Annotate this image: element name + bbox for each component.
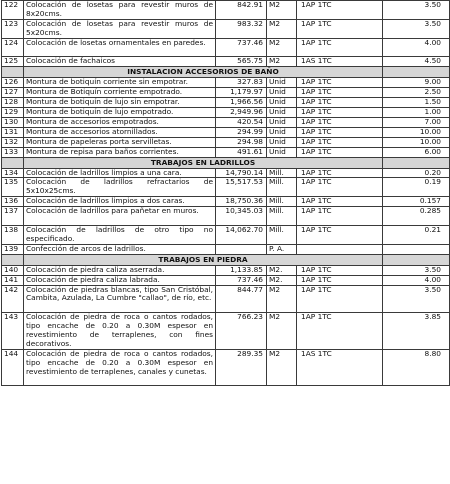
item-crew: 1AP 1TC [297, 168, 383, 178]
table-row [2, 88, 450, 98]
section-header-spacer [383, 67, 450, 78]
item-crew: 1AP 1TC [297, 117, 383, 127]
item-crew: 1AP 1TC [297, 313, 383, 350]
item-number: 124 [2, 38, 24, 57]
table-row [2, 265, 450, 275]
item-unit: Mill. [267, 168, 297, 178]
item-number: 131 [2, 127, 24, 137]
item-factor [383, 244, 450, 254]
item-description: Montura de botiquín de lujo empotrado. [24, 108, 216, 118]
item-number: 141 [2, 275, 24, 285]
item-unit: Mill. [267, 178, 297, 197]
item-number: 140 [2, 265, 24, 275]
item-description: Montura de accesorios empotrados. [24, 117, 216, 127]
item-unit: Mill. [267, 207, 297, 226]
section-header-spacer [383, 254, 450, 265]
section-header-spacer [2, 254, 24, 265]
item-quantity: 2,949.96 [216, 108, 267, 118]
item-crew: 1AP 1TC [297, 38, 383, 57]
item-factor: 2.50 [383, 88, 450, 98]
item-factor: 0.19 [383, 178, 450, 197]
item-factor: 1.50 [383, 98, 450, 108]
item-number: 139 [2, 244, 24, 254]
section-title: TRABAJOS EN PIEDRA [24, 254, 383, 265]
table-row [2, 78, 450, 88]
item-unit: Unid [267, 137, 297, 147]
item-unit: M2. [267, 265, 297, 275]
table-row [2, 137, 450, 147]
item-crew: 1AP 1TC [297, 226, 383, 245]
item-description: Montura de repisa para baños corrientes. [24, 147, 216, 157]
item-quantity: 844.77 [216, 285, 267, 313]
item-unit: Unid [267, 78, 297, 88]
item-quantity: 14,062.70 [216, 226, 267, 245]
item-factor: 9.00 [383, 78, 450, 88]
item-quantity: 1,966.56 [216, 98, 267, 108]
item-description: Montura de papeleras porta servilletas. [24, 137, 216, 147]
item-description: Colocación de fachaicos [24, 57, 216, 67]
item-factor: 1.00 [383, 108, 450, 118]
item-unit: P. A. [267, 244, 297, 254]
item-number: 122 [2, 1, 24, 20]
item-factor: 4.00 [383, 38, 450, 57]
item-number: 137 [2, 207, 24, 226]
table-row [2, 178, 450, 197]
item-number: 136 [2, 197, 24, 207]
section-title: INSTALACION ACCESORIOS DE BAÑO [24, 67, 383, 78]
section-header-spacer [383, 157, 450, 168]
item-crew: 1AS 1TC [297, 349, 383, 386]
table-row [2, 1, 450, 20]
item-unit: M2 [267, 1, 297, 20]
section-header-spacer [2, 67, 24, 78]
item-number: 133 [2, 147, 24, 157]
item-description: Colocación de ladrillos para pañetar en muros. [24, 207, 216, 226]
table-row [2, 117, 450, 127]
item-unit: M2. [267, 275, 297, 285]
item-unit: Mill. [267, 197, 297, 207]
labor-rates-table [1, 0, 450, 386]
table-row [2, 226, 450, 245]
item-unit: Unid [267, 88, 297, 98]
item-quantity: 10,345.03 [216, 207, 267, 226]
item-crew [297, 244, 383, 254]
item-crew: 1AP 1TC [297, 19, 383, 38]
item-factor: 10.00 [383, 127, 450, 137]
item-crew: 1AP 1TC [297, 127, 383, 137]
item-description: Montura de botiquín de lujo sin empotrar. [24, 98, 216, 108]
item-quantity: 294.99 [216, 127, 267, 137]
table-row [2, 98, 450, 108]
item-description: Colocación de piedra caliza aserrada. [24, 265, 216, 275]
table-row [2, 207, 450, 226]
item-number: 134 [2, 168, 24, 178]
item-quantity: 983.32 [216, 19, 267, 38]
item-number: 144 [2, 349, 24, 386]
item-description: Montura de accesorios atornillados. [24, 127, 216, 137]
item-unit: M2 [267, 38, 297, 57]
item-quantity: 737.46 [216, 38, 267, 57]
item-unit: Unid [267, 147, 297, 157]
item-description: Colocación de losetas ornamentales en paredes. [24, 38, 216, 57]
item-crew: 1AP 1TC [297, 265, 383, 275]
item-quantity: 327.83 [216, 78, 267, 88]
section-header-spacer [2, 157, 24, 168]
item-crew: 1AP 1TC [297, 275, 383, 285]
item-description: Colocación de piedra caliza labrada. [24, 275, 216, 285]
item-description: Colocación de piedra de roca o cantos rodados, tipo encache de 0.20 a 0.30M espesor en revestimiento de terraplenes, canales y cunetas. [24, 349, 216, 386]
item-number: 143 [2, 313, 24, 350]
item-description: Colocación de ladrillos limpios a una cara. [24, 168, 216, 178]
item-factor: 3.50 [383, 285, 450, 313]
item-quantity: 18,750.36 [216, 197, 267, 207]
item-number: 129 [2, 108, 24, 118]
table-row [2, 244, 450, 254]
item-unit: Unid [267, 108, 297, 118]
item-factor: 4.50 [383, 57, 450, 67]
item-quantity: 289.35 [216, 349, 267, 386]
section-header-row [2, 254, 450, 265]
item-unit: M2 [267, 285, 297, 313]
item-quantity: 491.61 [216, 147, 267, 157]
item-description: Confección de arcos de ladrillos. [24, 244, 216, 254]
item-quantity: 1,179.97 [216, 88, 267, 98]
item-quantity: 1,133.85 [216, 265, 267, 275]
item-unit: M2 [267, 313, 297, 350]
item-factor: 3.50 [383, 1, 450, 20]
section-header-row [2, 67, 450, 78]
item-factor: 0.285 [383, 207, 450, 226]
item-unit: Mill. [267, 226, 297, 245]
item-crew: 1AP 1TC [297, 178, 383, 197]
table-row [2, 285, 450, 313]
table-row [2, 57, 450, 67]
section-title: TRABAJOS EN LADRILLOS [24, 157, 383, 168]
item-number: 132 [2, 137, 24, 147]
item-quantity: 15,517.53 [216, 178, 267, 197]
item-quantity: 294.98 [216, 137, 267, 147]
item-description: Colocación de ladrillos refractarios de 5x10x25cms. [24, 178, 216, 197]
table-row [2, 275, 450, 285]
item-number: 130 [2, 117, 24, 127]
item-quantity: 766.23 [216, 313, 267, 350]
item-factor: 6.00 [383, 147, 450, 157]
item-factor: 0.20 [383, 168, 450, 178]
table-body [2, 1, 450, 386]
item-factor: 8.80 [383, 349, 450, 386]
item-quantity [216, 244, 267, 254]
table-row [2, 168, 450, 178]
price-table-page [1, 0, 449, 386]
item-number: 135 [2, 178, 24, 197]
item-quantity: 14,790.14 [216, 168, 267, 178]
table-row [2, 197, 450, 207]
item-description: Montura de Botiquín corriente empotrado. [24, 88, 216, 98]
item-description: Montura de botiquín corriente sin empotrar. [24, 78, 216, 88]
item-unit: Unid [267, 98, 297, 108]
item-factor: 3.50 [383, 265, 450, 275]
item-unit: M2 [267, 349, 297, 386]
item-crew: 1AP 1TC [297, 78, 383, 88]
item-description: Colocación de piedras blancas, tipo San Cristóbal, Cambita, Azulada, La Cumbre "callao", de río, etc. [24, 285, 216, 313]
item-number: 127 [2, 88, 24, 98]
item-number: 138 [2, 226, 24, 245]
item-number: 126 [2, 78, 24, 88]
item-quantity: 565.75 [216, 57, 267, 67]
item-factor: 4.00 [383, 275, 450, 285]
item-quantity: 420.54 [216, 117, 267, 127]
table-row [2, 349, 450, 386]
item-crew: 1AP 1TC [297, 285, 383, 313]
table-row [2, 127, 450, 137]
item-description: Colocación de ladrillos limpios a dos caras. [24, 197, 216, 207]
item-quantity: 737.46 [216, 275, 267, 285]
item-crew: 1AP 1TC [297, 197, 383, 207]
item-crew: 1AP 1TC [297, 137, 383, 147]
item-crew: 1AP 1TC [297, 98, 383, 108]
item-number: 125 [2, 57, 24, 67]
item-factor: 7.00 [383, 117, 450, 127]
table-row [2, 108, 450, 118]
section-header-row [2, 157, 450, 168]
item-description: Colocación de ladrillos de otro tipo no especificado. [24, 226, 216, 245]
item-crew: 1AP 1TC [297, 147, 383, 157]
item-factor: 10.00 [383, 137, 450, 147]
item-unit: M2 [267, 19, 297, 38]
item-unit: M2 [267, 57, 297, 67]
item-number: 123 [2, 19, 24, 38]
item-crew: 1AP 1TC [297, 108, 383, 118]
item-number: 142 [2, 285, 24, 313]
item-crew: 1AP 1TC [297, 88, 383, 98]
item-quantity: 842.91 [216, 1, 267, 20]
table-row [2, 19, 450, 38]
item-unit: Unid [267, 117, 297, 127]
item-factor: 0.21 [383, 226, 450, 245]
item-number: 128 [2, 98, 24, 108]
item-factor: 0.157 [383, 197, 450, 207]
item-description: Colocación de losetas para revestir muros de 8x20cms. [24, 1, 216, 20]
item-crew: 1AP 1TC [297, 207, 383, 226]
item-factor: 3.50 [383, 19, 450, 38]
item-description: Colocación de losetas para revestir muros de 5x20cms. [24, 19, 216, 38]
item-crew: 1AS 1TC [297, 57, 383, 67]
table-row [2, 38, 450, 57]
item-description: Colocación de piedra de roca o cantos rodados, tipo encache de 0.20 a 0.30M espesor en revestimiento de terraplenes, con fines decorativos. [24, 313, 216, 350]
item-crew: 1AP 1TC [297, 1, 383, 20]
table-row [2, 313, 450, 350]
item-unit: Unid [267, 127, 297, 137]
item-factor: 3.85 [383, 313, 450, 350]
table-row [2, 147, 450, 157]
